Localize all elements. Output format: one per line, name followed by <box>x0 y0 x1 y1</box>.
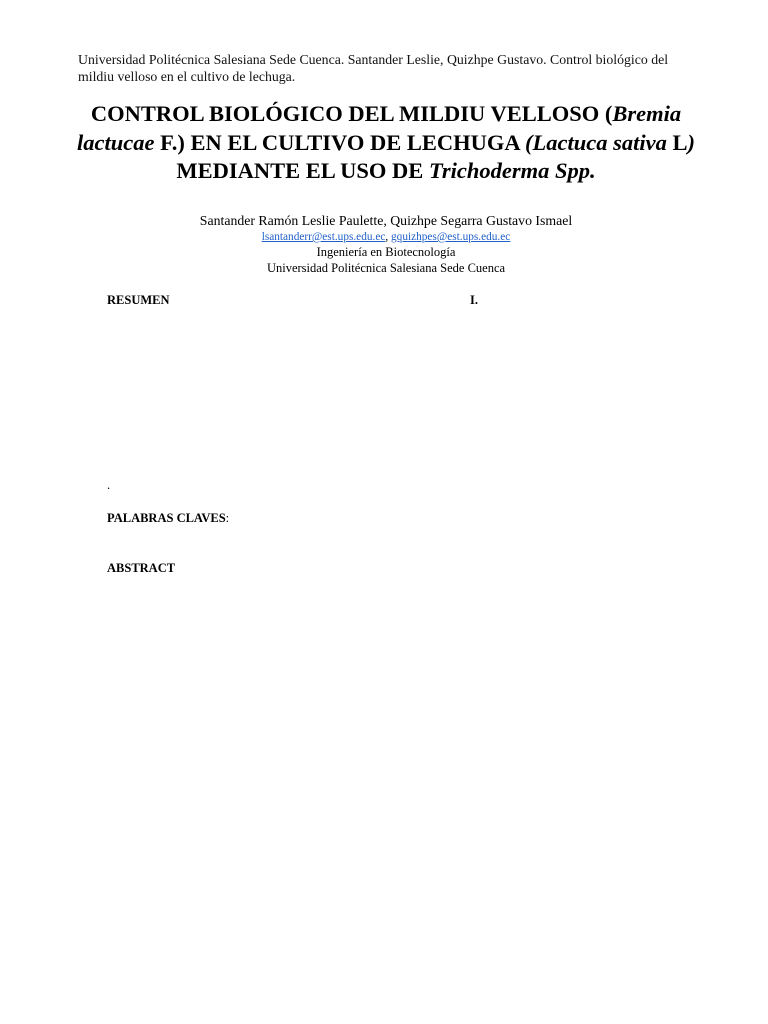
title-text: F.) EN EL CULTIVO DE LECHUGA <box>154 129 525 155</box>
running-head-line-1: Universidad Politécnica Salesiana Sede Cuenca. Santander Leslie, Quizhpe Gustavo. Control biológico del <box>78 52 669 67</box>
stray-period: . <box>107 478 111 492</box>
title-genus-name: Bremia <box>612 101 682 126</box>
author-emails <box>4 229 768 245</box>
keywords-label: PALABRAS CLAVES <box>107 511 226 525</box>
abstract-heading: ABSTRACT <box>107 561 176 575</box>
email-link-1[interactable]: lsantanderr@est.ups.edu.ec <box>261 231 386 243</box>
title-line-2 <box>4 129 768 158</box>
section-i-heading: I. <box>470 293 478 307</box>
department: Ingeniería en Biotecnología <box>316 245 456 259</box>
title-text: MEDIANTE EL USO DE <box>176 158 429 183</box>
title-line-3 <box>4 157 768 186</box>
title-closing-paren: ) <box>687 129 695 155</box>
keywords-colon: : <box>225 511 230 525</box>
title-species-epithet: lactucae <box>77 129 155 155</box>
email-link-2[interactable]: gquizhpes@est.ups.edu.ec <box>391 231 511 243</box>
email-separator: , <box>385 231 392 243</box>
title-line-1 <box>4 100 768 129</box>
title-crop-species-name: (Lactuca sativa <box>524 129 667 155</box>
title-text: CONTROL BIOLÓGICO DEL MILDIU VELLOSO ( <box>90 101 613 126</box>
keywords-heading <box>107 510 229 526</box>
resumen-heading: RESUMEN <box>107 293 170 307</box>
author-names: Santander Ramón Leslie Paulette, Quizhpe Segarra Gustavo Ismael <box>199 213 573 228</box>
institution: Universidad Politécnica Salesiana Sede Cuenca <box>266 261 506 275</box>
title-fungus-name: Trichoderma Spp. <box>428 158 596 183</box>
paper-title <box>4 100 768 186</box>
title-author-abbreviation: L <box>666 129 688 155</box>
running-head <box>78 51 668 85</box>
running-head-line-2: mildiu velloso en el cultivo de lechuga. <box>78 69 296 84</box>
